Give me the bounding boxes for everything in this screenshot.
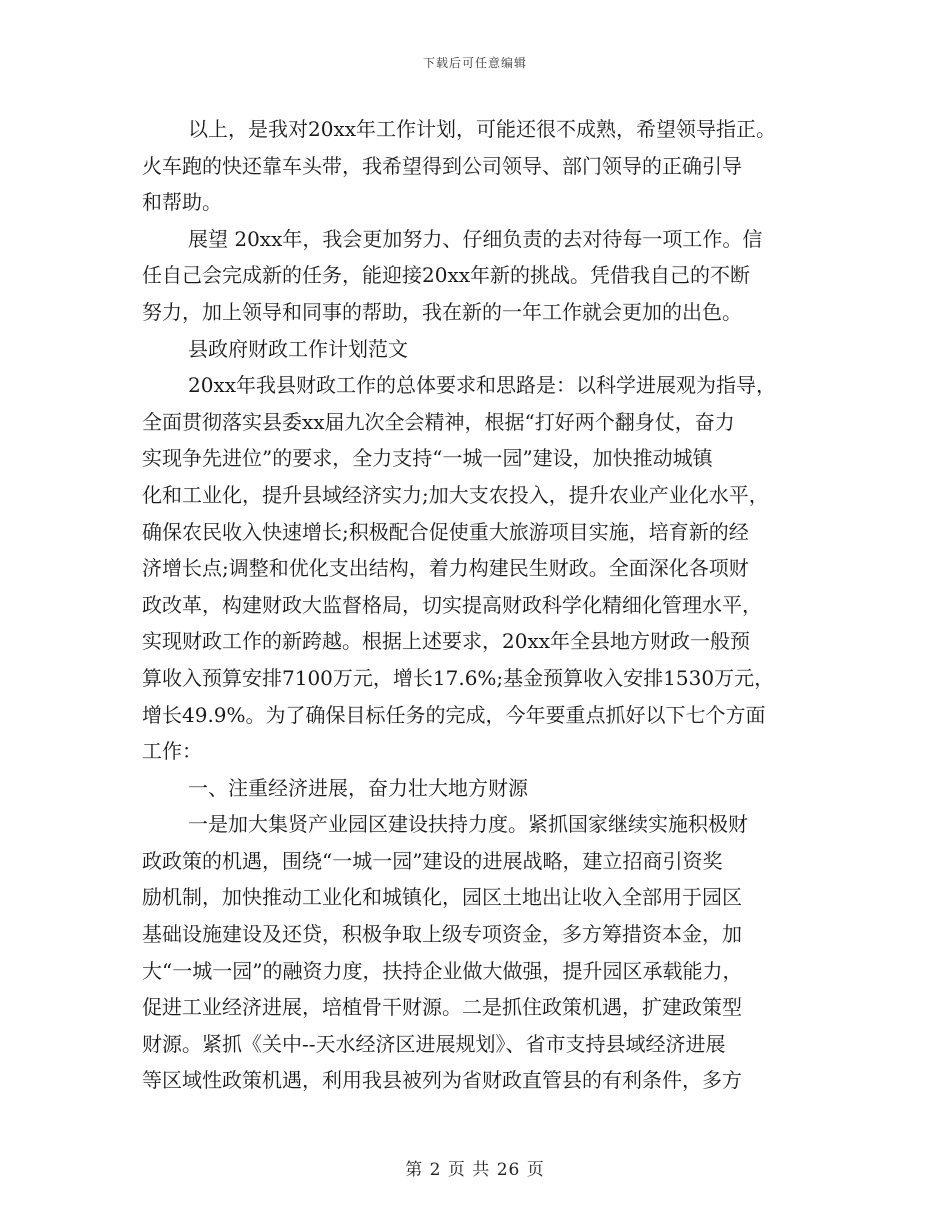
text-line: 全面贯彻落实县委xx届九次全会精神，根据“打好两个翻身仗，奋力 bbox=[142, 409, 735, 434]
text-line: 济增长点;调整和优化支出结构，着力构建民生财政。全面深化各项财 bbox=[142, 556, 749, 581]
text-line: 实现争先进位”的要求，全力支持“一城一园”建设，加快推动城镇 bbox=[142, 446, 713, 471]
text-line: 县政府财政工作计划范文 bbox=[188, 336, 408, 361]
text-line: 增长49.9%。为了确保目标任务的完成，今年要重点抓好以下七个方面 bbox=[142, 702, 766, 727]
page-footer: 第 2 页 共 26 页 bbox=[405, 1160, 545, 1180]
text-line: 基础设施建设及还贷，积极争取上级专项资金，多方筹措资本金，加 bbox=[142, 922, 742, 947]
text-line: 一、注重经济进展，奋力壮大地方财源 bbox=[188, 775, 528, 800]
text-line: 化和工业化，提升县域经济实力;加大支农投入，提升农业产业化水平， bbox=[142, 482, 769, 507]
text-line: 展望 20xx年，我会更加努力、仔细负责的去对待每一项工作。信 bbox=[188, 226, 763, 251]
text-line: 政改革，构建财政大监督格局，切实提高财政科学化精细化管理水平， bbox=[142, 592, 762, 617]
text-line: 火车跑的快还靠车头带，我希望得到公司领导、部门领导的正确引导 bbox=[142, 153, 742, 178]
page-header: 下载后可任意编辑 bbox=[422, 56, 527, 70]
text-line: 以上，是我对20xx年工作计划，可能还很不成熟，希望领导指正。 bbox=[188, 117, 777, 141]
text-line: 等区域性政策机遇，利用我县被列为省财政直管县的有利条件，多方 bbox=[142, 1068, 742, 1093]
text-line: 大“一城一园”的融资力度，扶持企业做大做强，提升园区承载能力， bbox=[142, 958, 743, 983]
text-line: 励机制，加快推动工业化和城镇化，园区土地出让收入全部用于园区 bbox=[142, 885, 742, 910]
text-line: 政政策的机遇，围绕“一城一园”建设的进展战略，建立招商引资奖 bbox=[142, 848, 723, 873]
text-line: 促进工业经济进展，培植骨干财源。二是抓住政策机遇，扩建政策型 bbox=[142, 995, 742, 1020]
text-line: 任自己会完成新的任务，能迎接20xx年新的挑战。凭借我自己的不断 bbox=[142, 263, 751, 288]
document-body bbox=[142, 111, 818, 1099]
text-line: 工作： bbox=[142, 739, 202, 764]
text-line: 确保农民收入快速增长;积极配合促使重大旅游项目实施，培育新的经 bbox=[142, 519, 749, 544]
text-line: 20xx年我县财政工作的总体要求和思路是：以科学进展观为指导， bbox=[188, 373, 777, 398]
text-line: 和帮助。 bbox=[142, 190, 222, 215]
text-line: 财源。紧抓《关中--天水经济区进展规划》、省市支持县域经济进展 bbox=[142, 1031, 726, 1056]
text-line: 一是加大集贤产业园区建设扶持力度。紧抓国家继续实施积极财 bbox=[188, 812, 748, 837]
text-line: 努力，加上领导和同事的帮助，我在新的一年工作就会更加的出色。 bbox=[142, 299, 742, 324]
text-line: 实现财政工作的新跨越。根据上述要求，20xx年全县地方财政一般预 bbox=[142, 629, 751, 654]
text-line: 算收入预算安排7100万元，增长17.6%;基金预算收入安排1530万元， bbox=[142, 665, 775, 690]
